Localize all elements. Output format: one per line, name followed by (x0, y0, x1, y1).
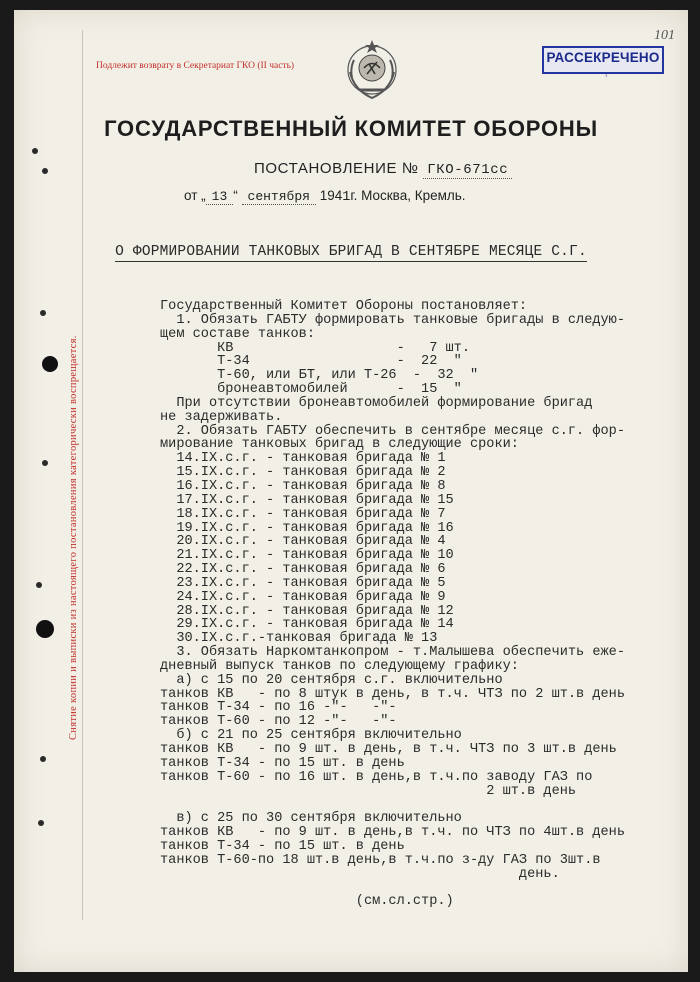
body-line: танков КВ - по 9 шт. в день, в т.ч. ЧТЗ по 3 шт.в день (160, 742, 617, 757)
body-line: 30.IX.с.г.-танковая бригада № 13 (160, 631, 438, 647)
body-line: 29.IX.с.г. - танковая бригада № 14 (160, 617, 454, 633)
binder-hole (40, 756, 46, 762)
decree-subject-text: О ФОРМИРОВАНИИ ТАНКОВЫХ БРИГАД В СЕНТЯБРЕ МЕСЯЦЕ С.Г. (115, 244, 587, 260)
binder-hole (42, 168, 48, 174)
binder-hole (32, 148, 38, 154)
body-line (160, 881, 690, 895)
body-line: танков Т-60 - по 16 шт. в день,в т.ч.по заводу ГАЗ по (160, 769, 593, 785)
decree-heading (254, 160, 512, 178)
body-line: 19.IX.с.г. - танковая бригада № 16 (160, 520, 454, 536)
body-line: дневный выпуск танков по следующему графику: (160, 658, 519, 674)
date-suffix: г. Москва, Кремль. (350, 188, 466, 203)
body-line: Т-60, или БТ, или Т-26 - 32 " (160, 368, 479, 384)
ink-blot (36, 620, 54, 638)
committee-title: ГОСУДАРСТВЕННЫЙ КОМИТЕТ ОБОРОНЫ (104, 116, 598, 141)
body-line: 15.IX.с.г. - танковая бригада № 2 (160, 465, 446, 481)
body-line: день. (160, 866, 560, 882)
body-line: КВ - 7 шт. (160, 340, 470, 356)
body-line: (см.сл.стр.) (160, 894, 454, 910)
body-line: танков КВ - по 9 шт. в день,в т.ч. по ЧТЗ по 4шт.в день (160, 825, 625, 841)
body-line: 20.IX.с.г. - танковая бригада № 4 (160, 534, 446, 550)
binder-hole (38, 820, 44, 826)
binder-hole (36, 582, 42, 588)
body-line: бронеавтомобилей - 15 " (160, 382, 462, 398)
date-prefix: от „ (184, 188, 206, 203)
body-line: 18.IX.с.г. - танковая бригада № 7 (160, 506, 446, 522)
side-note-text: Снятие копии и выписки из настоящего постановления категорически воспрещается. (68, 335, 79, 740)
page-number: 101 (654, 28, 675, 43)
body-line: 22.IX.с.г. - танковая бригада № 6 (160, 562, 446, 578)
body-line (160, 798, 690, 812)
body-line: 23.IX.с.г. - танковая бригада № 5 (160, 575, 446, 591)
body-line: 17.IX.с.г. - танковая бригада № 15 (160, 492, 454, 508)
body-line: 21.IX.с.г. - танковая бригада № 10 (160, 548, 454, 564)
body-line: танков Т-34 - по 15 шт. в день (160, 755, 405, 771)
body-line: танков КВ - по 8 штук в день, в т.ч. ЧТЗ по 2 шт.в день (160, 686, 625, 702)
body-line: в) с 25 по 30 сентября включительно (160, 811, 462, 827)
body-line: мирование танковых бригад в следующие сроки: (160, 437, 519, 453)
decree-body (160, 300, 690, 909)
body-line: танков Т-34 - по 15 шт. в день (160, 838, 405, 854)
binder-hole (42, 460, 48, 466)
date-year-digit: 1 (342, 190, 351, 205)
body-line: 24.IX.с.г. - танковая бригада № 9 (160, 589, 446, 605)
body-line: 14.IX.с.г. - танковая бригада № 1 (160, 451, 446, 467)
body-line: б) с 21 по 25 сентября включительно (160, 728, 462, 744)
date-day: 13 (206, 189, 234, 205)
body-line: 16.IX.с.г. - танковая бригада № 8 (160, 478, 446, 494)
body-line: 2 шт.в день (160, 783, 577, 799)
side-note (64, 240, 84, 740)
date-line: от „ 13 “ сентября 1941г. Москва, Кремль. (184, 188, 466, 205)
decree-subject (14, 244, 688, 260)
decree-number: ГКО-671сс (423, 162, 512, 179)
date-year-prefix: 194 (319, 188, 343, 203)
body-line: не задерживать. (160, 409, 283, 425)
ink-blot (42, 356, 58, 372)
body-line: Государственный Комитет Обороны постановляет: (160, 299, 528, 314)
body-line: танков Т-60 - по 12 -"- -"- (160, 714, 397, 730)
body-line: При отсутствии бронеавтомобилей формирование бригад (160, 395, 593, 411)
body-line: щем составе танков: (160, 326, 315, 342)
binder-hole (40, 310, 46, 316)
decree-label: ПОСТАНОВЛЕНИЕ № (254, 160, 419, 177)
return-note: Подлежит возврату в Секретариат ГКО (II часть) (96, 61, 295, 71)
body-line: 3. Обязать Наркомтанкопром - т.Малышева обеспечить еже- (160, 645, 625, 661)
body-line: а) с 15 по 20 сентября с.г. включительно (160, 672, 503, 688)
body-line: танков Т-60-по 18 шт.в день,в т.ч.по з-ду ГАЗ по 3шт.в (160, 852, 601, 868)
body-line: Т-34 - 22 " (160, 354, 462, 370)
body-line: 2. Обязать ГАБТУ обеспечить в сентябре месяце с.г. фор- (160, 423, 625, 439)
declassified-stamp: РАССЕКРЕЧЕНО (542, 46, 664, 74)
body-line: 28.IX.с.г. - танковая бригада № 12 (160, 603, 454, 619)
body-line: 1. Обязать ГАБТУ формировать танковые бригады в следую- (160, 312, 625, 328)
body-line: танков Т-34 - по 16 -"- -"- (160, 700, 397, 716)
document-page (14, 10, 688, 972)
ussr-emblem-icon (342, 38, 402, 102)
date-month: сентября (242, 189, 316, 205)
